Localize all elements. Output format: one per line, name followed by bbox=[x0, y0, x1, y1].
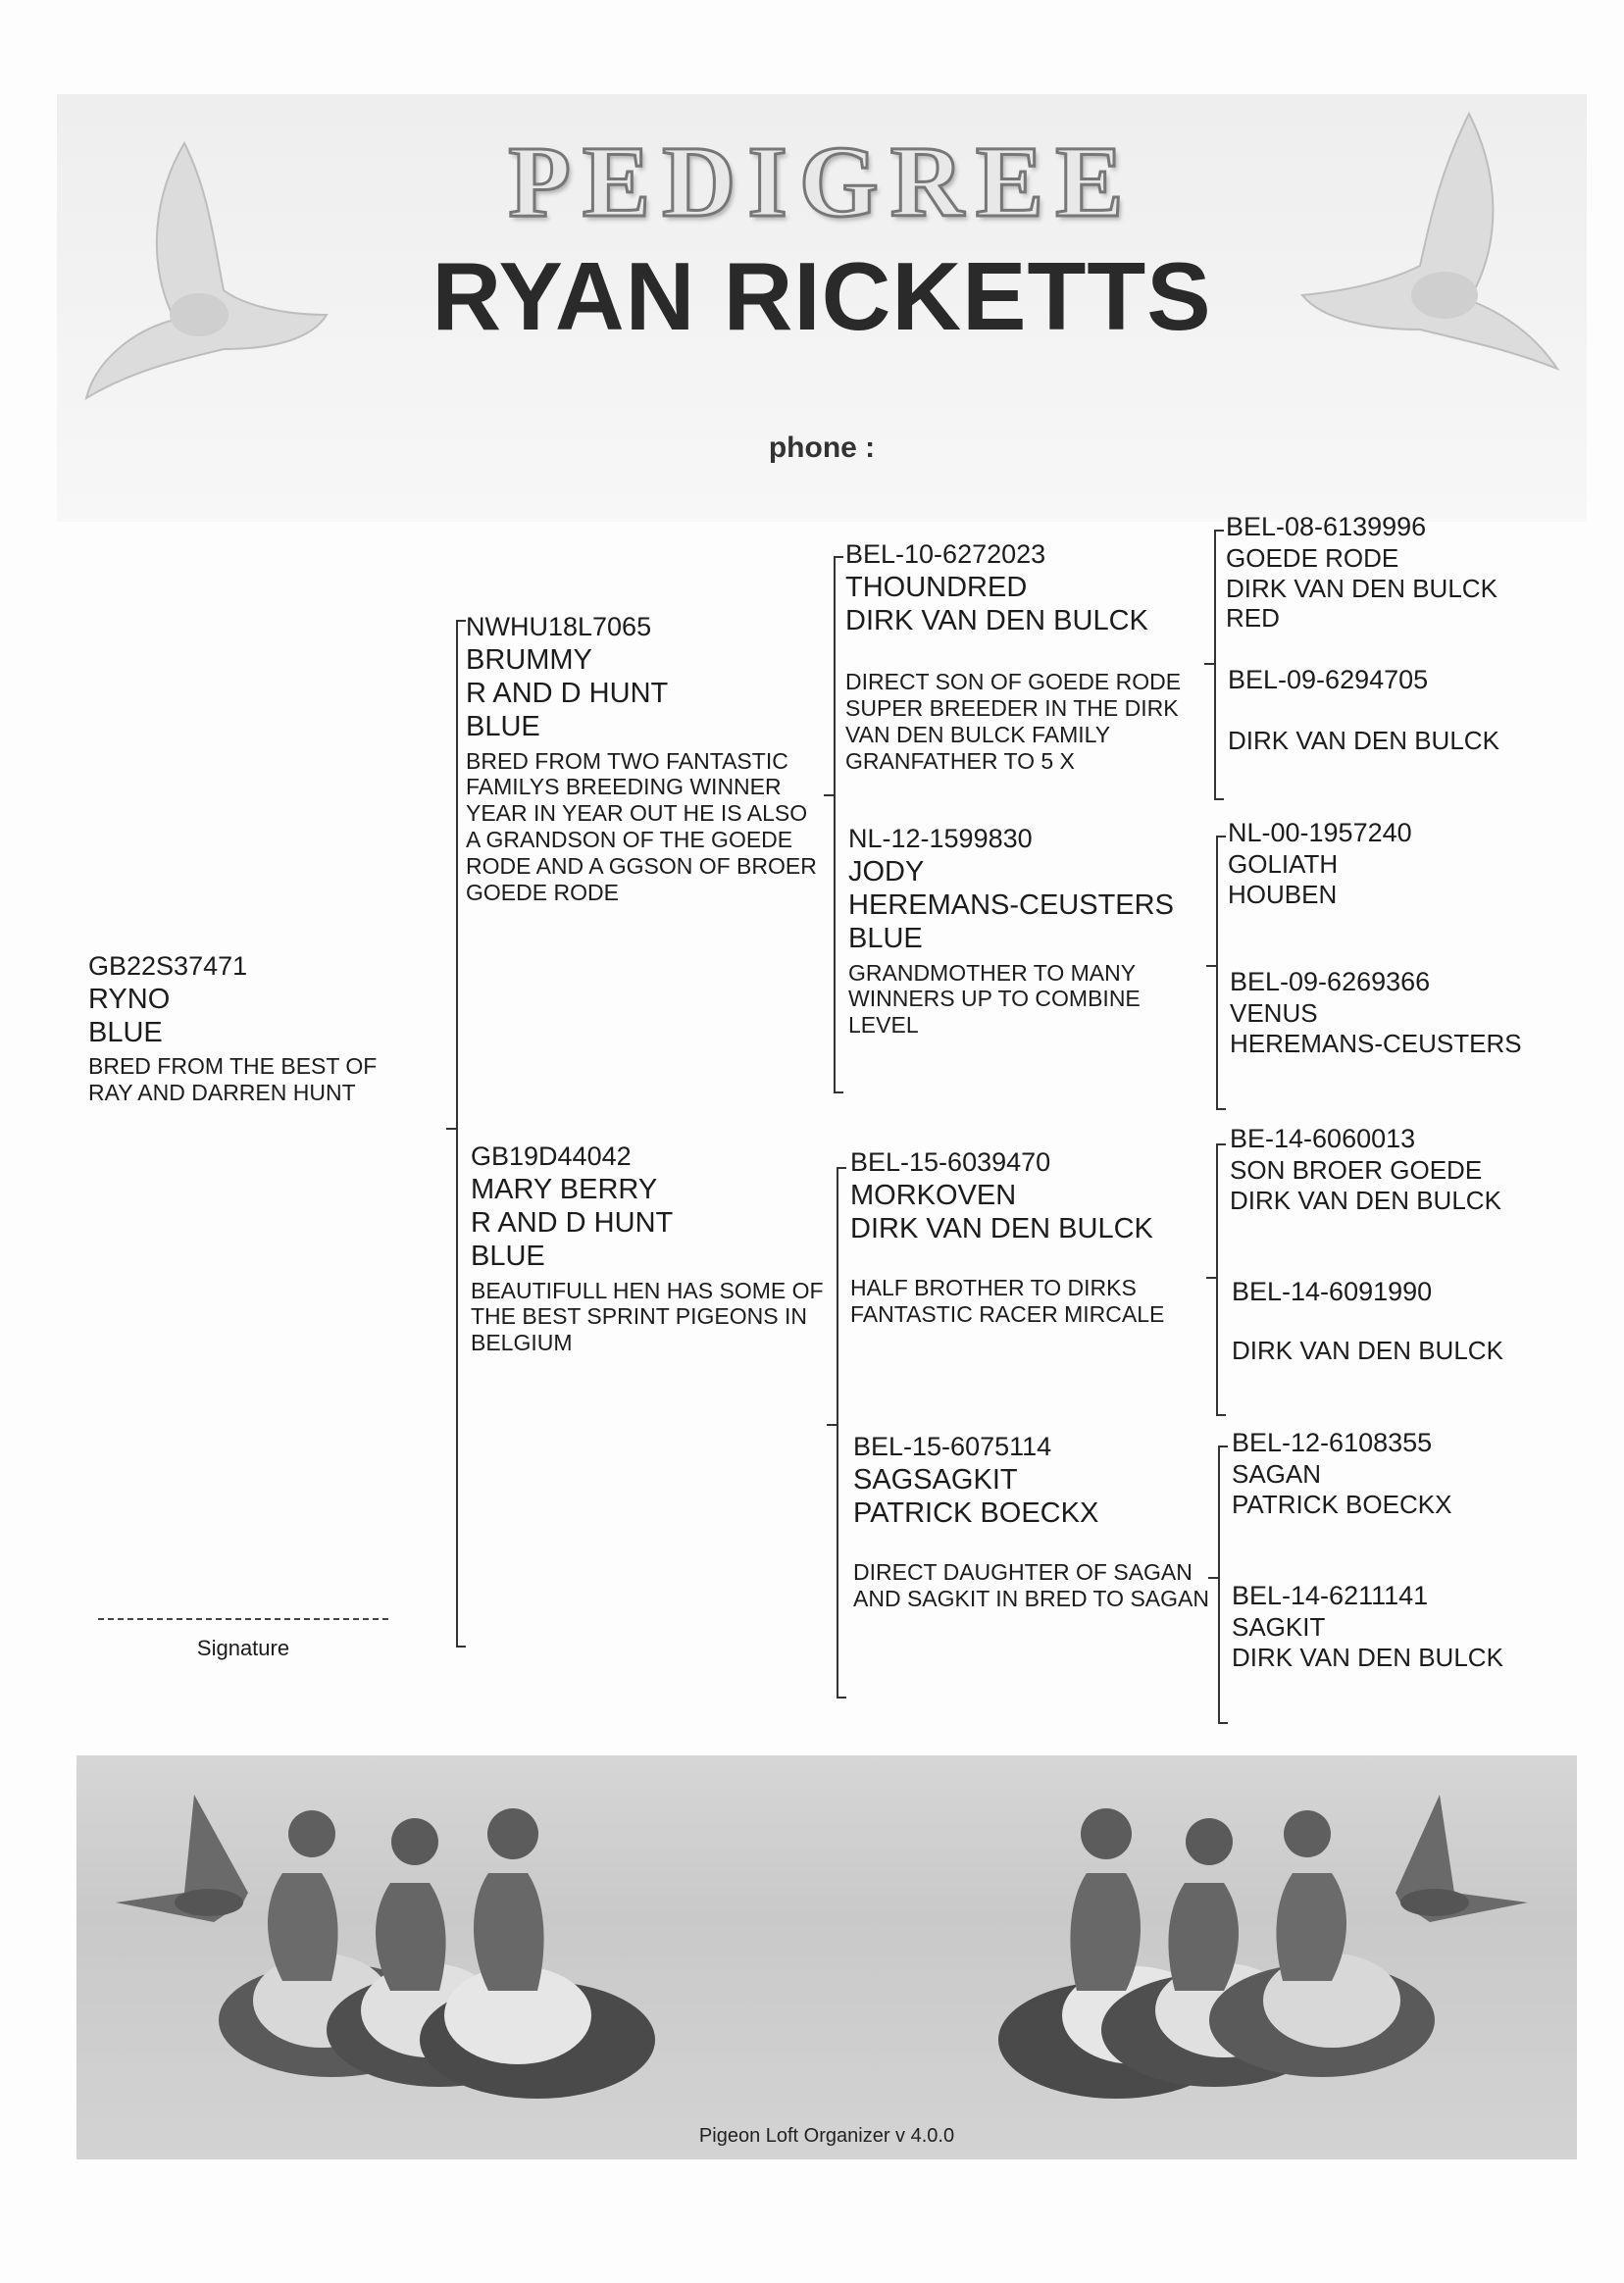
standing-pigeon-6-icon bbox=[1209, 1810, 1435, 2077]
gp-ds-ring: BEL-15-6039470 bbox=[850, 1147, 1051, 1177]
ggp-dsd-ring: BEL-14-6091990 bbox=[1232, 1277, 1433, 1306]
ggp-sds-ring: NL-00-1957240 bbox=[1228, 818, 1412, 847]
ggp-dsd-breeder: DIRK VAN DEN BULCK bbox=[1232, 1335, 1503, 1365]
flying-pigeon-footer-right-icon bbox=[1396, 1795, 1528, 1922]
ggp-dds-ring: BEL-12-6108355 bbox=[1232, 1428, 1433, 1457]
standing-pigeon-3-icon bbox=[420, 1808, 655, 2099]
granddam-sire-side bbox=[848, 824, 1211, 1039]
bracket-gen3-3 bbox=[1216, 1143, 1218, 1416]
bracket-gen2-sire-top-tick bbox=[834, 556, 843, 558]
bracket-gen3-4-top bbox=[1218, 1446, 1228, 1447]
gp-ss-note: DIRECT SON OF GOEDE RODE SUPER BREEDER IN THE DIRK VAN DEN BULCK FAMILY GRANFATHER TO 5 X bbox=[845, 669, 1182, 775]
ggp-dss bbox=[1230, 1124, 1583, 1215]
bracket-gen3-2 bbox=[1216, 836, 1218, 1110]
ggp-sss-name: GOEDE RODE bbox=[1226, 542, 1399, 573]
ggp-ssd-ring: BEL-09-6294705 bbox=[1228, 665, 1429, 694]
subject-ring: GB22S37471 bbox=[88, 951, 248, 981]
bracket-gen3-3-top bbox=[1216, 1143, 1226, 1145]
footer-banner bbox=[76, 1755, 1577, 2159]
bracket-gen3-4-bottom bbox=[1218, 1722, 1228, 1724]
ggp-sss-breeder: DIRK VAN DEN BULCK bbox=[1226, 573, 1497, 603]
gp-sd-ring: NL-12-1599830 bbox=[848, 824, 1033, 853]
ggp-dds-breeder: PATRICK BOECKX bbox=[1232, 1489, 1452, 1519]
bracket-gen2-sire-bottom-tick bbox=[834, 1091, 843, 1093]
sire-ring: NWHU18L7065 bbox=[466, 612, 652, 641]
ggp-sss bbox=[1226, 512, 1579, 634]
gp-ds-breeder: DIRK VAN DEN BULCK bbox=[850, 1213, 1153, 1245]
pedigree-header bbox=[57, 94, 1587, 522]
bracket-gen2-sire bbox=[834, 556, 836, 1093]
ggp-ddd-breeder: DIRK VAN DEN BULCK bbox=[1232, 1642, 1503, 1672]
ggp-sss-colour: RED bbox=[1226, 603, 1280, 634]
gp-ds-note: HALF BROTHER TO DIRKS FANTASTIC RACER MIRCALE bbox=[850, 1275, 1165, 1328]
ggp-ddd bbox=[1232, 1581, 1585, 1672]
ggp-ssd-breeder: DIRK VAN DEN BULCK bbox=[1228, 725, 1499, 755]
signature-label: Signature bbox=[196, 1636, 290, 1660]
bracket-gen3-4-mid bbox=[1208, 1577, 1218, 1579]
phone-label: phone : bbox=[768, 431, 876, 464]
bracket-gen2-dam-mid-tick bbox=[827, 1424, 837, 1426]
ggp-sdd bbox=[1230, 967, 1583, 1058]
sire-note: BRED FROM TWO FANTASTIC FAMILYS BREEDING WINNER YEAR IN YEAR OUT HE IS ALSO A GRANDSON OF THE GOEDE RODE AND A GGSON OF BROER GOEDE RODE bbox=[466, 747, 817, 906]
bracket-gen3-3-mid bbox=[1206, 1277, 1216, 1279]
pedigree-title: PEDIGREE bbox=[508, 126, 1136, 238]
gp-dd-name: SAGSAGKIT bbox=[853, 1463, 1018, 1496]
ggp-dss-ring: BE-14-6060013 bbox=[1230, 1124, 1416, 1153]
ggp-sdd-breeder: HEREMANS-CEUSTERS bbox=[1230, 1028, 1522, 1058]
subject-name: RYNO bbox=[88, 983, 171, 1015]
bracket-gen2-dam-bottom-tick bbox=[837, 1697, 846, 1699]
software-credit: Pigeon Loft Organizer v 4.0.0 bbox=[698, 2125, 955, 2147]
ggp-sds-breeder: HOUBEN bbox=[1228, 879, 1338, 909]
ggp-dds bbox=[1232, 1428, 1585, 1519]
owner-name: RYAN RICKETTS bbox=[431, 242, 1212, 350]
granddam-dam-side bbox=[853, 1432, 1216, 1612]
bracket-gen3-2-top bbox=[1216, 836, 1226, 837]
sire-colour: BLUE bbox=[466, 711, 540, 743]
dam-note: BEAUTIFULL HEN HAS SOME OF THE BEST SPRINT PIGEONS IN BELGIUM bbox=[471, 1277, 824, 1356]
ggp-dss-breeder: DIRK VAN DEN BULCK bbox=[1230, 1185, 1501, 1215]
bracket-gen1-top-tick bbox=[456, 620, 466, 622]
subject-bird bbox=[88, 951, 431, 1106]
bracket-gen3-2-bottom bbox=[1216, 1108, 1226, 1110]
ggp-sds-name: GOLIATH bbox=[1228, 848, 1339, 879]
bracket-gen3-3-bottom bbox=[1216, 1414, 1226, 1416]
grandsire-sire-side bbox=[845, 539, 1208, 775]
flying-pigeon-footer-left-icon bbox=[116, 1795, 248, 1922]
ggp-sss-ring: BEL-08-6139996 bbox=[1226, 512, 1427, 541]
sire-bird bbox=[466, 612, 829, 906]
gp-dd-ring: BEL-15-6075114 bbox=[853, 1432, 1052, 1461]
gp-sd-name: JODY bbox=[848, 855, 925, 888]
ggp-sdd-ring: BEL-09-6269366 bbox=[1230, 967, 1431, 996]
gp-dd-breeder: PATRICK BOECKX bbox=[853, 1497, 1099, 1530]
pigeons-illustration bbox=[76, 1755, 1577, 2159]
gp-ss-name: THOUNDRED bbox=[845, 571, 1028, 603]
signature-line bbox=[98, 1618, 388, 1620]
bracket-gen1 bbox=[456, 620, 458, 1648]
bracket-gen2-dam-top-tick bbox=[837, 1167, 846, 1169]
sire-breeder: R AND D HUNT bbox=[466, 678, 669, 710]
gp-ds-name: MORKOVEN bbox=[850, 1179, 1017, 1211]
gp-sd-breeder: HEREMANS-CEUSTERS bbox=[848, 889, 1174, 922]
gp-ss-ring: BEL-10-6272023 bbox=[845, 539, 1046, 569]
ggp-ssd bbox=[1228, 665, 1581, 756]
subject-note: BRED FROM THE BEST OF RAY AND DARREN HUNT bbox=[88, 1053, 378, 1106]
bracket-gen3-1 bbox=[1214, 530, 1216, 800]
gp-sd-colour: BLUE bbox=[848, 923, 923, 955]
dam-name: MARY BERRY bbox=[471, 1173, 658, 1205]
ggp-dds-name: SAGAN bbox=[1232, 1458, 1322, 1489]
bracket-gen3-1-bottom bbox=[1214, 798, 1224, 800]
dam-bird bbox=[471, 1142, 834, 1356]
dam-breeder: R AND D HUNT bbox=[471, 1207, 674, 1240]
bracket-gen1-mid-tick bbox=[446, 1128, 456, 1130]
gp-dd-note: DIRECT DAUGHTER OF SAGAN AND SAGKIT IN BRED TO SAGAN bbox=[853, 1559, 1209, 1612]
bracket-gen3-4 bbox=[1218, 1446, 1220, 1724]
bracket-gen2-sire-mid-tick bbox=[824, 794, 834, 796]
grandsire-dam-side bbox=[850, 1147, 1213, 1328]
bracket-gen2-dam bbox=[837, 1167, 838, 1699]
ggp-ddd-name: SAGKIT bbox=[1232, 1611, 1326, 1642]
ggp-dsd bbox=[1232, 1277, 1585, 1366]
gp-sd-note: GRANDMOTHER TO MANY WINNERS UP TO COMBINE LEVEL bbox=[848, 959, 1141, 1039]
bracket-gen3-1-top bbox=[1214, 530, 1224, 532]
bracket-gen1-bottom-tick bbox=[456, 1646, 466, 1648]
ggp-sds bbox=[1228, 818, 1581, 909]
bracket-gen3-2-mid bbox=[1206, 965, 1216, 967]
ggp-ddd-ring: BEL-14-6211141 bbox=[1232, 1581, 1429, 1610]
sire-name: BRUMMY bbox=[466, 643, 592, 676]
ggp-sdd-name: VENUS bbox=[1230, 997, 1318, 1028]
dam-ring: GB19D44042 bbox=[471, 1142, 632, 1171]
ggp-dss-name: SON BROER GOEDE bbox=[1230, 1154, 1483, 1185]
subject-colour: BLUE bbox=[88, 1017, 163, 1049]
bracket-gen3-1-mid bbox=[1204, 663, 1214, 665]
gp-ss-breeder: DIRK VAN DEN BULCK bbox=[845, 605, 1148, 637]
dam-colour: BLUE bbox=[471, 1241, 545, 1273]
